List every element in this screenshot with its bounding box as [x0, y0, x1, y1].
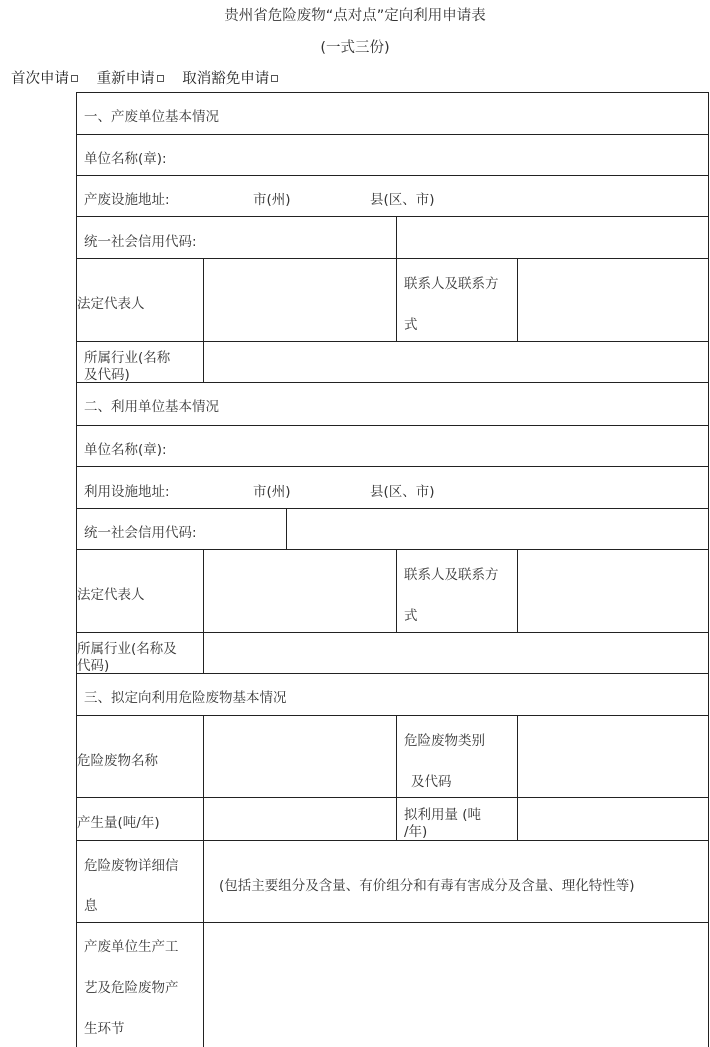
row-divider: [76, 134, 709, 135]
waste-category-label: 及代码: [411, 774, 452, 790]
county-label: 县(区、市): [370, 484, 435, 500]
waste-category-label: 危险废物类别: [404, 733, 485, 749]
planned-use-label: /年): [404, 824, 428, 840]
row-divider: [76, 425, 709, 426]
column-divider: [286, 508, 287, 549]
row-divider: [76, 175, 709, 176]
contact-label: 式: [404, 608, 418, 624]
row-divider: [76, 258, 709, 259]
row-divider: [76, 715, 709, 716]
city-label: 市(州): [253, 192, 291, 208]
waste-name-label: 危险废物名称: [77, 753, 158, 769]
row-divider: [76, 549, 709, 550]
column-divider: [396, 216, 397, 258]
city-label: 市(州): [253, 484, 291, 500]
column-divider: [203, 549, 204, 673]
row-divider: [76, 508, 709, 509]
option-label: 重新申请: [96, 71, 155, 87]
credit-code-label: 统一社会信用代码:: [84, 525, 197, 541]
option-label: 首次申请: [11, 71, 69, 87]
column-divider: [396, 549, 397, 632]
row-divider: [76, 840, 709, 841]
row-divider: [76, 92, 709, 93]
legal-rep-label: 法定代表人: [77, 296, 145, 312]
planned-use-label: 拟利用量 (吨: [404, 807, 482, 823]
waste-detail-label: 危险废物详细信: [84, 858, 179, 874]
credit-code-label: 统一社会信用代码:: [84, 234, 197, 250]
process-label: 艺及危险废物产: [84, 980, 179, 996]
row-divider: [76, 382, 709, 383]
column-divider: [517, 258, 518, 341]
section-heading: 一、产废单位基本情况: [84, 109, 219, 125]
contact-label: 联系人及联系方: [404, 567, 499, 583]
column-divider: [203, 715, 204, 1047]
column-divider: [396, 258, 397, 341]
column-divider: [517, 549, 518, 632]
unit-name-label: 单位名称(章):: [84, 442, 167, 458]
column-divider: [396, 715, 397, 840]
page-title: 贵州省危险废物“点对点”定向利用申请表: [224, 8, 486, 24]
table-border-right: [708, 92, 709, 1047]
row-divider: [76, 673, 709, 674]
legal-rep-label: 法定代表人: [77, 587, 145, 603]
page-subtitle: (一式三份): [320, 40, 390, 56]
county-label: 县(区、市): [370, 192, 435, 208]
row-divider: [76, 216, 709, 217]
column-divider: [203, 258, 204, 382]
row-divider: [76, 797, 709, 798]
address-label: 利用设施地址:: [84, 484, 170, 500]
production-amount-label: 产生量(吨/年): [77, 815, 160, 831]
unit-name-label: 单位名称(章):: [84, 151, 167, 167]
industry-label: 所属行业(名称: [84, 350, 171, 366]
contact-label: 式: [404, 317, 418, 333]
table-border-left: [76, 92, 77, 1047]
option-label: 取消豁免申请: [182, 71, 270, 87]
contact-label: 联系人及联系方: [404, 276, 499, 292]
industry-label: 代码): [77, 658, 110, 674]
column-divider: [517, 715, 518, 840]
waste-detail-label: 息: [84, 898, 98, 914]
waste-detail-hint: (包括主要组分及含量、有价组分和有毒有害成分及含量、理化特性等): [219, 878, 635, 894]
row-divider: [76, 632, 709, 633]
row-divider: [76, 341, 709, 342]
row-divider: [76, 466, 709, 467]
row-divider: [76, 922, 709, 923]
section-heading: 二、利用单位基本情况: [84, 399, 219, 415]
industry-label: 及代码): [84, 367, 130, 383]
process-label: 生环节: [84, 1021, 125, 1037]
address-label: 产废设施地址:: [84, 192, 170, 208]
process-label: 产废单位生产工: [84, 939, 179, 955]
section-heading: 三、拟定向利用危险废物基本情况: [84, 690, 287, 706]
industry-label: 所属行业(名称及: [77, 641, 177, 657]
